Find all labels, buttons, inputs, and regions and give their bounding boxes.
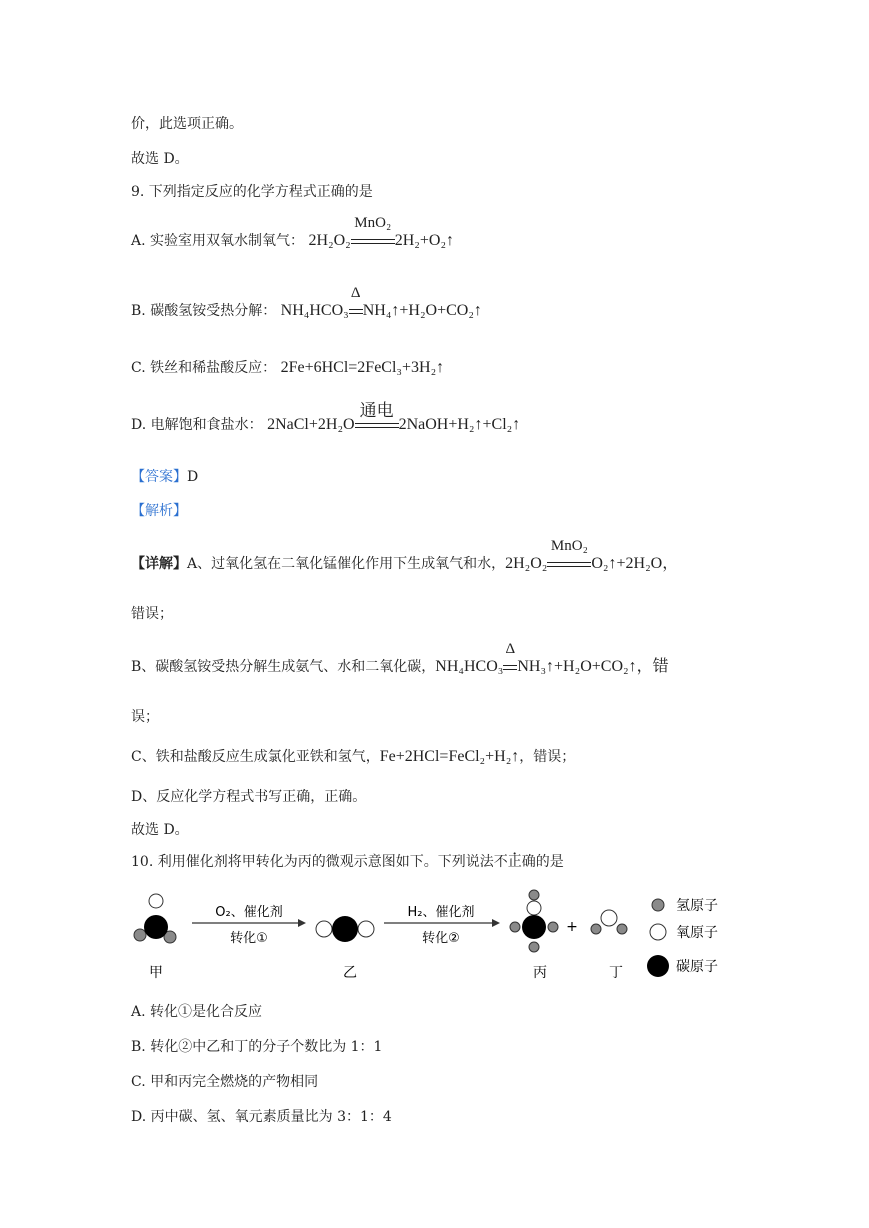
q9d-label: D. 电解饱和食盐水： [131, 417, 263, 433]
q10-stem-pre: 10. 利用催化剂将甲转化为丙的微观示意图如下。下列说法 [131, 854, 494, 870]
q9d-condition-arrow [355, 401, 399, 434]
label-ding: 丁 [609, 965, 623, 981]
q9b-condition-arrow [349, 285, 363, 320]
detail-tag: 【详解】 [131, 556, 187, 572]
detail-b-condition: Δ [505, 641, 516, 657]
detail-a-text: A、过氧化氢在二氧化锰催化作用下生成氧气和水， [187, 556, 506, 572]
q9b-condition: Δ [350, 285, 361, 301]
answer-tag: 【答案】 [131, 469, 187, 485]
molecule-bing [510, 890, 558, 952]
q9a-label: A. 实验室用双氧水制氧气： [131, 233, 305, 249]
detail-a-right: O₂↑+2H₂O， [591, 555, 679, 572]
label-yi: 乙 [343, 965, 357, 981]
detail-a [131, 538, 679, 573]
q9b-left: NH₄HCO₃ [280, 302, 349, 319]
q9a-condition-arrow [351, 215, 395, 250]
analysis-tag: 【解析】 [131, 503, 187, 519]
molecule-ding [591, 910, 627, 934]
q9b-right: NH₄↑+H₂O+CO₂↑ [362, 302, 482, 319]
detail-d: D、反应化学方程式书写正确，正确。 [131, 789, 367, 805]
legend-hydrogen: 氢原子 [676, 898, 718, 914]
q9c-equation: 2Fe+6HCl=2FeCl₃+3H₂↑ [280, 359, 445, 376]
label-bing: 丙 [533, 965, 547, 981]
detail-a-tail: 错误； [131, 606, 173, 622]
legend-carbon: 碳原子 [676, 959, 718, 975]
legend-oxygen: 氧原子 [676, 925, 718, 941]
detail-end: 故选 D。 [131, 822, 189, 838]
q9a-condition: MnO₂ [354, 215, 392, 231]
plus-sign: + [566, 919, 578, 935]
step1-label: 转化① [230, 931, 268, 946]
answer-value: D [187, 469, 199, 485]
q9-option-c [131, 357, 444, 377]
q10-emphasis-text: 不正确 [493, 854, 536, 870]
q9a-left: 2H₂O₂ [308, 232, 351, 249]
q10-option-c: C. 甲和丙完全燃烧的产物相同 [131, 1074, 319, 1090]
q9-option-b [131, 285, 482, 320]
question-10-stem [131, 851, 564, 871]
q9d-left: 2NaCl+2H₂O [267, 416, 355, 433]
detail-c-text: C、铁和盐酸反应生成氯化亚铁和氢气， [131, 749, 380, 765]
step2-label: 转化② [422, 931, 460, 946]
detail-a-left: 2H₂O₂ [505, 555, 548, 572]
q9a-right: 2H₂+O₂↑ [394, 232, 455, 249]
molecule-yi [316, 916, 374, 942]
q9b-label: B. 碳酸氢铵受热分解： [131, 303, 277, 319]
detail-b-left: NH₄HCO₃ [435, 658, 504, 675]
q9d-right: 2NaOH+H₂↑+Cl₂↑ [398, 416, 521, 433]
q10-option-d: D. 丙中碳、氢、氧元素质量比为 3：1：4 [131, 1109, 392, 1125]
detail-a-condition: MnO₂ [550, 538, 588, 554]
answer-line [131, 466, 198, 486]
q10-option-b: B. 转化②中乙和丁的分子个数比为 1：1 [131, 1039, 383, 1055]
q10-option-a: A. 转化①是化合反应 [131, 1004, 263, 1020]
reaction-diagram [128, 885, 738, 985]
detail-b-text: B、碳酸氢铵受热分解生成氨气、水和二氧化碳， [131, 659, 436, 675]
q10-emphasis [494, 854, 536, 870]
detail-c-tail: ，错误； [519, 749, 576, 765]
q9-option-a [131, 215, 455, 250]
molecule-jia [134, 894, 176, 943]
detail-c-equation: Fe+2HCl=FeCl₂+H₂↑ [379, 748, 520, 765]
legend [647, 898, 718, 977]
step1-conditions: O₂、催化剂 [215, 905, 283, 920]
q10-stem-post: 的是 [535, 854, 564, 870]
detail-b-tail: 误； [131, 709, 159, 725]
detail-b-condition-arrow [503, 641, 517, 676]
detail-b [131, 641, 669, 676]
label-jia: 甲 [149, 965, 163, 981]
question-9-stem: 9. 下列指定反应的化学方程式正确的是 [131, 184, 373, 200]
q9d-condition: 通电 [359, 401, 394, 420]
step2-conditions: H₂、催化剂 [407, 905, 475, 920]
q9-option-d [131, 401, 521, 434]
q9c-label: C. 铁丝和稀盐酸反应： [131, 360, 277, 376]
detail-b-right: NH₃↑+H₂O+CO₂↑，错 [517, 658, 669, 675]
text-line: 价，此选项正确。 [131, 116, 243, 132]
detail-c [131, 746, 575, 766]
detail-a-condition-arrow [547, 538, 591, 573]
text-line: 故选 D。 [131, 151, 189, 167]
